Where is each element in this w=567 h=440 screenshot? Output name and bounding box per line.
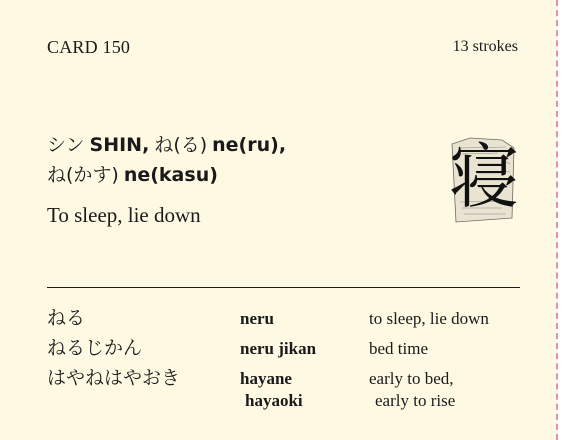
readings-line-1 <box>47 130 286 160</box>
vocab-row <box>47 336 527 366</box>
kanji-illustration <box>440 130 528 230</box>
on-reading-kana: シン <box>47 134 85 156</box>
readings <box>47 130 286 190</box>
vocab-english: bed time <box>369 339 429 358</box>
kun-reading-romaji: ne(ru), <box>212 134 287 156</box>
vocab-romaji: neru jikan <box>240 339 317 358</box>
kun-reading-2-kana: ね(かす) <box>47 164 119 186</box>
vocab-kana: ねる <box>47 307 86 329</box>
vocab-romaji <box>240 368 303 412</box>
vocab-kana: はやねはやおき <box>47 367 181 389</box>
vocab-kana: ねるじかん <box>47 337 143 359</box>
vocab-romaji-line-1: hayane <box>240 369 292 388</box>
vocab-row <box>47 306 527 336</box>
kun-reading-kana: ね(る) <box>154 134 208 156</box>
vocab-english: to sleep, lie down <box>369 309 489 328</box>
vocab-english <box>369 368 455 412</box>
stroke-count: 13 strokes <box>452 38 518 55</box>
on-reading-romaji: SHIN, <box>89 134 150 156</box>
kun-reading-2-romaji: ne(kasu) <box>123 164 218 186</box>
vocab-romaji: neru <box>240 309 274 328</box>
vocab-row <box>47 366 527 418</box>
readings-line-2 <box>47 160 286 190</box>
vocabulary-list <box>47 306 527 418</box>
vocab-romaji-line-2: hayaoki <box>245 391 303 410</box>
kanji-meaning: To sleep, lie down <box>47 203 201 227</box>
vocab-english-line-1: early to bed, <box>369 369 454 388</box>
vocab-english-line-2: early to rise <box>375 391 456 410</box>
card-number: CARD 150 <box>47 37 131 57</box>
section-divider <box>47 287 520 288</box>
kanji-character: 寝 <box>449 136 519 218</box>
